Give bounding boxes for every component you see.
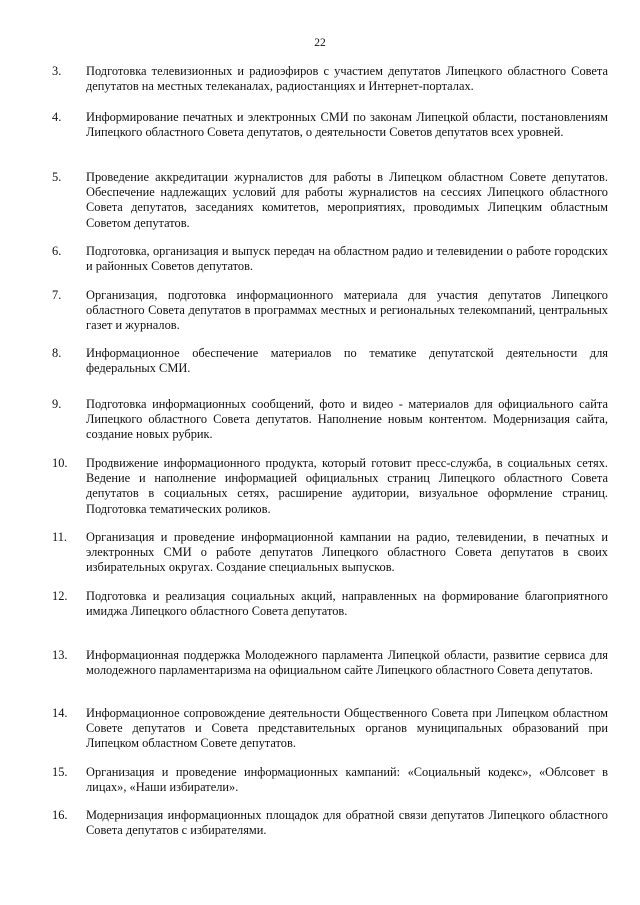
item-text: Подготовка, организация и выпуск передач на областном радио и телевидении о работе городских и районных Советов депутатов. — [86, 244, 608, 274]
list-item-14 — [52, 706, 608, 752]
list-item-12 — [52, 589, 608, 619]
list-item-8 — [52, 346, 608, 376]
item-number: 3. — [52, 64, 62, 78]
item-text: Информационная поддержка Молодежного парламента Липецкой области, развитие сервиса для молодежного парламентаризма на официальном сайте Липецкого областного Совета депутатов. — [86, 648, 608, 678]
item-number: 14. — [52, 706, 68, 720]
item-number: 8. — [52, 346, 62, 360]
item-text: Продвижение информационного продукта, который готовит пресс-служба, в социальных сетях. Ведение и наполнение информацией официальных страниц Липецкого областного Совета депутатов в социальных сетях, расширение аудитории, визуальное оформление страниц. Подготовка тематических роликов. — [86, 456, 608, 516]
item-number: 13. — [52, 648, 68, 662]
list-item-3 — [52, 64, 608, 94]
list-item-5 — [52, 170, 608, 231]
item-number: 9. — [52, 397, 62, 411]
list-item-4 — [52, 110, 608, 140]
item-number: 7. — [52, 288, 62, 302]
list-item-16 — [52, 808, 608, 838]
item-text: Организация, подготовка информационного материала для участия депутатов Липецкого областного Совета депутатов в программах местных и региональных телекомпаний, центральных газет и журналов. — [86, 288, 608, 333]
page-number: 22 — [314, 37, 326, 49]
item-number: 6. — [52, 244, 62, 258]
list-item-15 — [52, 765, 608, 795]
item-text: Информирование печатных и электронных СМИ по законам Липецкой области, постановлениям Липецкого областного Совета депутатов, о деятельности Советов депутатов всех уровней. — [86, 110, 608, 140]
item-number: 12. — [52, 589, 68, 603]
item-text: Организация и проведение информационной кампании на радио, телевидении, в печатных и электронных СМИ о работе депутатов Липецкого областного Совета депутатов в своих избирательных округах. Создание специальных выпусков. — [86, 530, 608, 575]
item-number: 4. — [52, 110, 62, 124]
list-item-11 — [52, 530, 608, 576]
item-text: Подготовка информационных сообщений, фото и видео - материалов для официального сайта Липецкого областного Совета депутатов. Наполнение новым контентом. Модернизация сайта, создание новых рубрик. — [86, 397, 608, 442]
list-item-13 — [52, 648, 608, 678]
item-text: Информационное сопровождение деятельности Общественного Совета при Липецком областном Совете депутатов и Совета представительных органов муниципальных образований при Липецком областном Совете депутатов. — [86, 706, 608, 751]
item-text: Проведение аккредитации журналистов для работы в Липецком областном Совете депутатов. Обеспечение надлежащих условий для работы журналистов на сессиях Липецкого областного Совета депутатов, заседаниях комитетов, мероприятиях, проводимых Липецким областным Советом депутатов. — [86, 170, 608, 230]
item-text: Подготовка телевизионных и радиоэфиров с участием депутатов Липецкого областного Совета депутатов на местных телеканалах, радиостанциях и Интернет-порталах. — [86, 64, 608, 94]
list-item-10 — [52, 456, 608, 517]
item-number: 5. — [52, 170, 62, 184]
item-text: Подготовка и реализация социальных акций, направленных на формирование благоприятного имиджа Липецкого областного Совета депутатов. — [86, 589, 608, 619]
item-text: Организация и проведение информационных кампаний: «Социальный кодекс», «Облсовет в лицах», «Наши избиратели». — [86, 765, 608, 795]
list-item-9 — [52, 397, 608, 443]
item-text: Информационное обеспечение материалов по тематике депутатской деятельности для федеральных СМИ. — [86, 346, 608, 376]
item-number: 16. — [52, 808, 68, 822]
item-number: 11. — [52, 530, 68, 544]
list-item-6 — [52, 244, 608, 274]
item-number: 15. — [52, 765, 68, 779]
item-number: 10. — [52, 456, 68, 470]
item-text: Модернизация информационных площадок для обратной связи депутатов Липецкого областного Совета депутатов с избирателями. — [86, 808, 608, 838]
list-item-7 — [52, 288, 608, 334]
